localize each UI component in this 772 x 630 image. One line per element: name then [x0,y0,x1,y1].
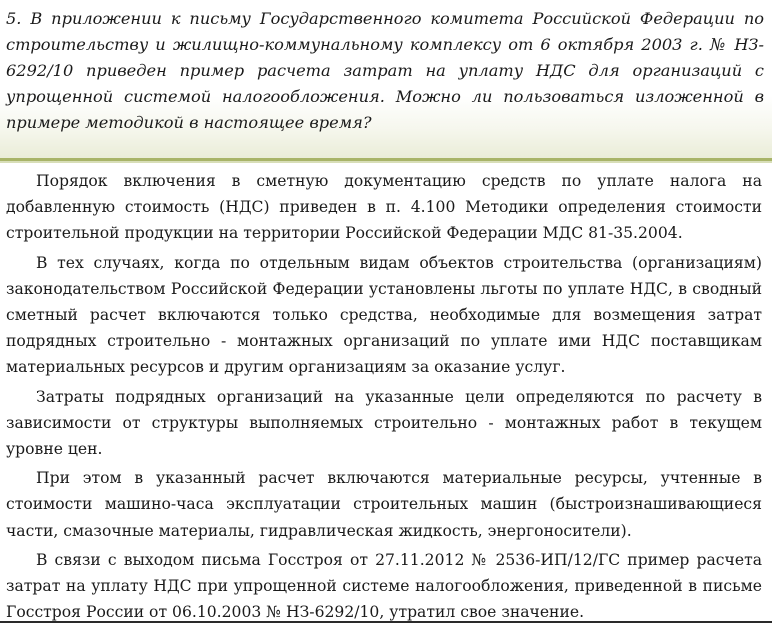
bottom-rule [0,621,772,623]
answer-paragraph-5: В связи с выходом письма Госстроя от 27.11.2012 № 2536-ИП/12/ГС пример расчета затрат на уплату НДС при упрощенной системе налогообложения, приведенной в письме Госстроя России от 06.10.2003 № НЗ-6292/10, утратил свое значение. [6,550,762,622]
answer-paragraph-3: Затраты подрядных организаций на указанные цели определяются по расчету в зависимости от структуры выполняемых строительно - монтажных работ в текущем уровне цен. [6,387,762,459]
answer-paragraph-2: В тех случаях, когда по отдельным видам объектов строительства (организациям) законодательством Российской Федерации установлены льготы по уплате НДС, в сводный сметный расчет включаются только средства, необходимые для возмещения затрат подрядных строительно - монтажных организаций по уплате ими НДС поставщикам материальных ресурсов и другим организациям за оказание услуг. [6,253,762,377]
question-section [0,0,772,160]
answer-section [6,168,762,628]
section-divider-shadow [0,161,772,163]
answer-paragraph-1: Порядок включения в сметную документацию средств по уплате налога на добавленную стоимость (НДС) приведен в п. 4.100 Методики определения стоимости строительной продукции на территории Российской Федерации МДС 81-35.2004. [6,172,762,243]
question-text: 5. В приложении к письму Государственного комитета Российской Федерации по строительству и жилищно-коммунальному комплексу от 6 октября 2003 г. № НЗ- 6292/10 приведен пример расчета затрат на уплату НДС для организаций с упрощенной системой налогообложения. Можно ли пользоваться изложенной в примере методикой в настоящее время? [6,9,764,132]
answer-paragraph-4: При этом в указанный расчет включаются материальные ресурсы, учтенные в стоимости машино-часа эксплуатации строительных машин (быстроизнашивающиеся части, смазочные материалы, гидравлическая жидкость, энергоносители). [6,469,762,540]
